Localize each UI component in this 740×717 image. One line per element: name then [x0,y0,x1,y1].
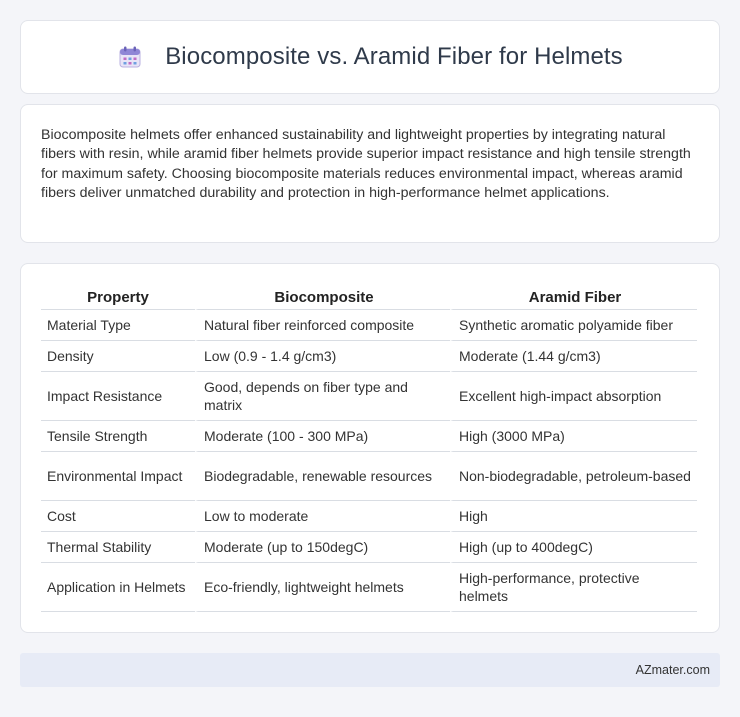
column-header: Aramid Fiber [450,286,697,310]
table-cell: Natural fiber reinforced composite [195,310,450,341]
summary-card [20,104,720,243]
calendar-icon [117,44,143,70]
comparison-table-card [20,263,720,633]
table-cell: High [450,501,697,532]
table-cell: Eco-friendly, lightweight helmets [195,563,450,612]
table-cell: Synthetic aromatic polyamide fiber [450,310,697,341]
table-row [41,532,697,563]
table-cell: Environmental Impact [41,452,195,501]
table-cell: Impact Resistance [41,372,195,421]
column-header: Property [41,286,195,310]
page-title: Biocomposite vs. Aramid Fiber for Helmets [165,43,623,70]
footer-brand[interactable]: AZmater.com [635,663,710,677]
table-cell: Material Type [41,310,195,341]
table-cell: Excellent high-impact absorption [450,372,697,421]
table-cell: Application in Helmets [41,563,195,612]
table-cell: Tensile Strength [41,421,195,452]
table-row [41,501,697,532]
column-header: Biocomposite [195,286,450,310]
comparison-table [41,286,697,612]
table-cell: High (3000 MPa) [450,421,697,452]
table-cell: Thermal Stability [41,532,195,563]
footer [20,653,720,687]
table-header-row [41,286,697,310]
table-cell: High-performance, protective helmets [450,563,697,612]
table-cell: Biodegradable, renewable resources [195,452,450,501]
table-row [41,421,697,452]
summary-text: Biocomposite helmets offer enhanced sustainability and lightweight properties by integrating natural fibers with resin, while aramid fiber helmets provide superior impact resistance and high tensile strength for maximum safety. Choosing biocomposite materials reduces environmental impact, whereas aramid fibers deliver unmatched durability and protection in high-performance helmet applications. [41,127,691,202]
table-cell: Non-biodegradable, petroleum-based [450,452,697,501]
table-cell: Moderate (100 - 300 MPa) [195,421,450,452]
table-row [41,452,697,501]
table-row [41,310,697,341]
table-cell: Moderate (up to 150degC) [195,532,450,563]
table-row [41,372,697,421]
table-cell: Moderate (1.44 g/cm3) [450,341,697,372]
table-cell: Cost [41,501,195,532]
title-card [20,20,720,94]
table-row [41,341,697,372]
table-cell: Low (0.9 - 1.4 g/cm3) [195,341,450,372]
table-cell: High (up to 400degC) [450,532,697,563]
table-cell: Good, depends on fiber type and matrix [195,372,450,421]
table-cell: Density [41,341,195,372]
table-row [41,563,697,612]
table-cell: Low to moderate [195,501,450,532]
